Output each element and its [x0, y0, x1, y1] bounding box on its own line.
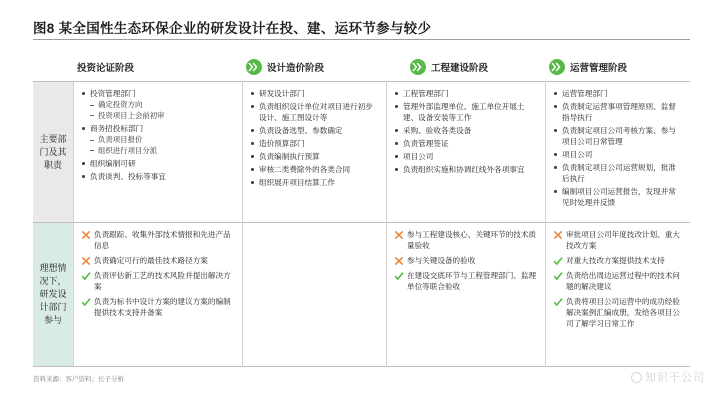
sub-bullet-list: [90, 100, 235, 121]
cell-responsibilities-design: [242, 82, 386, 222]
list-item: 项目公司: [394, 151, 538, 162]
list-item-label: 在建设交底环节与工程管理部门、监理单位等联合验收: [407, 271, 537, 291]
check-icon: [81, 271, 91, 281]
list-item: 负责谈判、投标等事宜: [81, 171, 235, 182]
marked-list: [81, 229, 235, 318]
bullet-list: [553, 88, 683, 208]
list-item-label: 负责给出周边运营过程中的技术问题的解决建议: [566, 271, 680, 291]
list-item: 组织展开项目结算工作: [250, 177, 379, 188]
list-item: 管理外部监理单位、施工单位开展土建、设备安装等工作: [394, 101, 538, 123]
watermark: [631, 369, 705, 385]
list-item: [553, 255, 683, 266]
list-item: 造价预算部门: [250, 138, 379, 149]
column-header-label: 设计造价阶段: [267, 63, 325, 74]
cell-responsibilities-investment: [73, 82, 242, 222]
marked-list: [553, 229, 683, 329]
check-icon: [553, 271, 563, 281]
column-header-label: 运营管理阶段: [570, 63, 628, 74]
bullet-list: [81, 88, 235, 182]
page-title: 图8 某全国性生态环保企业的研发设计在投、建、运环节参与较少: [33, 21, 432, 36]
list-item: [81, 270, 235, 292]
row-label-text: 理想情况下，研发设计部门参与: [39, 263, 67, 325]
list-item-label: 负责确定可行的最佳技术路径方案: [94, 256, 208, 265]
list-item: [553, 229, 683, 251]
check-icon: [553, 256, 563, 266]
cross-icon: [81, 256, 91, 266]
cross-icon: [553, 230, 563, 240]
column-header-1: [246, 55, 324, 79]
cell-participation-construction: [386, 223, 545, 366]
list-item: 编制项目公司运营报告，发现并常见时处理并反馈: [553, 186, 683, 208]
column-header-3: [549, 55, 627, 79]
list-item: 采购、验收各类设备: [394, 125, 538, 136]
sub-list-item: 负责项目报价: [90, 135, 235, 146]
chevron-right-icon: [549, 59, 565, 75]
cross-icon: [394, 256, 404, 266]
cell-participation-operation: [545, 223, 690, 366]
title-divider: [33, 39, 690, 40]
list-item-label: 负责为标书中设计方案的建议方案的编制提供技术支持并备案: [94, 297, 231, 317]
row-label-text: 主要部门及其职责: [39, 133, 67, 170]
watermark-icon: [631, 372, 642, 383]
list-item-label: 负责评估新工艺的技术风险并提出解决方案: [94, 271, 231, 291]
list-item: 项目公司: [553, 149, 683, 160]
list-item-label: 参与关键设备的验收: [407, 256, 476, 265]
sub-list-item: 确定投资方向: [90, 100, 235, 111]
row-label-participation: [33, 223, 73, 366]
list-item: 负责编制执行预算: [250, 151, 379, 162]
matrix-grid: [33, 55, 690, 367]
list-item: 负责管理签证: [394, 138, 538, 149]
list-item: [81, 296, 235, 318]
sub-list-item: 组织进行项目分派: [90, 146, 235, 157]
list-item: 负责组织设计单位对项目进行初步设计、施工图设计等: [250, 101, 379, 123]
list-item-label: 商务招投标部门: [90, 124, 144, 133]
grid-line-bottom: [33, 366, 690, 367]
list-item: [394, 270, 538, 292]
cell-participation-investment: [73, 223, 242, 366]
list-item: [81, 123, 235, 156]
sub-bullet-list: [90, 135, 235, 156]
chevron-right-icon: [410, 59, 426, 75]
list-item: 运营管理部门: [553, 88, 683, 99]
cell-responsibilities-operation: [545, 82, 690, 222]
list-item: [553, 270, 683, 292]
check-icon: [553, 297, 563, 307]
column-header-label: 工程建设阶段: [431, 63, 489, 74]
list-item-label: 对重大技改方案提供技术支持: [566, 256, 665, 265]
column-header-0: [77, 55, 134, 79]
cell-participation-design: [242, 223, 386, 366]
column-header-2: [410, 55, 488, 79]
list-item: 审核二类费除外的各类合同: [250, 164, 379, 175]
list-item: [81, 88, 235, 121]
watermark-label: 知识干公司: [645, 372, 705, 384]
cross-icon: [81, 230, 91, 240]
list-item: 组织编制可研: [81, 158, 235, 169]
bullet-list: [250, 88, 379, 188]
list-item: [553, 296, 683, 329]
list-item-label: 负责将项目公司运营中的成功经验解决案例汇编成册，发给各项目公司了解学习日常工作: [566, 297, 680, 328]
list-item-label: 审批项目公司年度技改计划、重大技改方案: [566, 230, 680, 250]
source-note: 资料来源：客户资料；长子分析: [33, 376, 124, 383]
cross-icon: [394, 230, 404, 240]
list-item: [394, 229, 538, 251]
list-item: 负责制定运营事项管理原则、监督指导执行: [553, 101, 683, 123]
bullet-list: [394, 88, 538, 175]
column-header-label: 投资论证阶段: [77, 63, 135, 74]
list-item: [394, 255, 538, 266]
list-item: 负责设备选型、参数确定: [250, 125, 379, 136]
list-item-label: 参与工程建设核心、关键环节的技术质量验收: [407, 230, 537, 250]
list-item: 工程管理部门: [394, 88, 538, 99]
cell-responsibilities-construction: [386, 82, 545, 222]
list-item: 负责制定项目公司考核方案、参与项目公司日常管理: [553, 125, 683, 147]
check-icon: [394, 271, 404, 281]
chevron-right-icon: [246, 59, 262, 75]
list-item: [81, 255, 235, 266]
list-item-label: 负责跟踪、收集外部技术情报和先进产品信息: [94, 230, 231, 250]
marked-list: [394, 229, 538, 292]
list-item: 研发设计部门: [250, 88, 379, 99]
sub-list-item: 投资项目上会前初审: [90, 111, 235, 122]
list-item: [81, 229, 235, 251]
row-label-responsibilities: [33, 82, 73, 222]
list-item-label: 投资管理部门: [90, 89, 136, 98]
list-item: 负责组织实施和协调红线外各项事宜: [394, 164, 538, 175]
list-item: 负责制定项目公司运营规划，批准后执行: [553, 162, 683, 184]
check-icon: [81, 297, 91, 307]
